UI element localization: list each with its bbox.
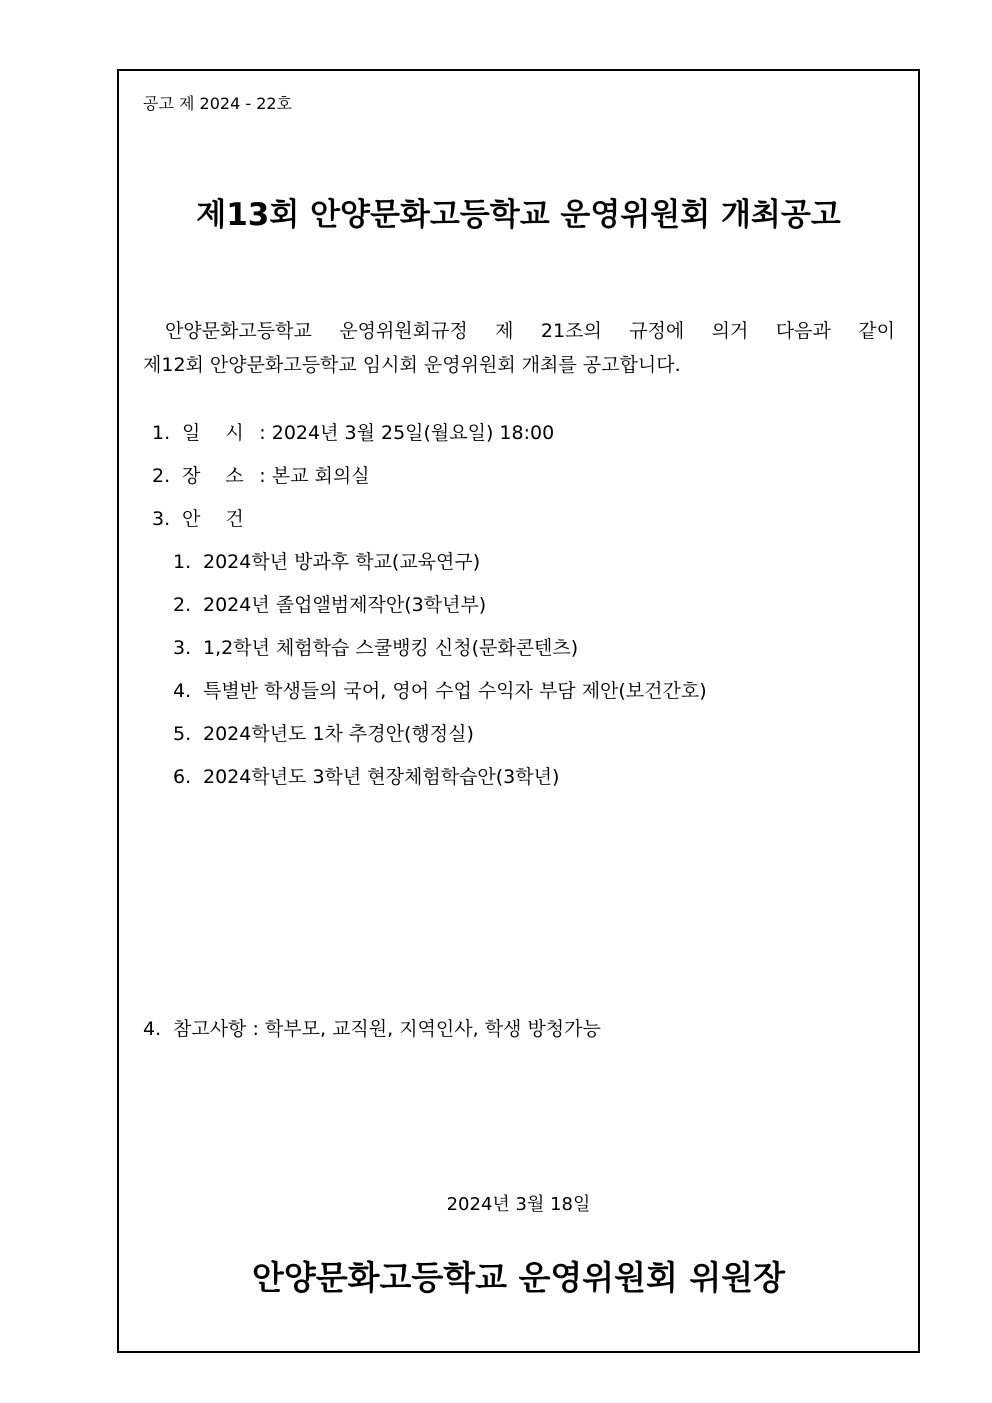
agenda-item-number: 1. <box>173 551 192 573</box>
agenda-item-number: 6. <box>173 766 192 788</box>
item-value: 2024년 3월 25일(월요일) 18:00 <box>271 422 555 444</box>
agenda-item-text: 2024년 졸업앨범제작안(3학년부) <box>203 594 487 616</box>
agenda-item-text: 2024학년 방과후 학교(교육연구) <box>203 551 481 573</box>
agenda-item <box>173 549 480 575</box>
notice-number: 공고 제 2024 - 22호 <box>143 94 293 113</box>
agenda-item <box>173 635 578 661</box>
agenda-item <box>173 764 559 790</box>
item-label: 참고사항 <box>173 1018 247 1040</box>
intro-line-2: 제12회 안양문화고등학교 임시회 운영위원회 개최를 공고합니다. <box>143 354 681 376</box>
item-number: 2. <box>152 465 171 487</box>
agenda-item-text: 2024학년도 3학년 현장체험학습안(3학년) <box>203 766 560 788</box>
intro-line-1: 안양문화고등학교 운영위원회규정 제 21조의 규정에 의거 다음과 같이 <box>165 320 895 342</box>
item-datetime <box>152 420 554 446</box>
signature: 안양문화고등학교 운영위원회 위원장 <box>251 1258 786 1297</box>
item-label: 안 건 <box>182 508 254 530</box>
item-label: 일 시 <box>182 422 254 444</box>
item-number: 1. <box>152 422 171 444</box>
item-location <box>152 463 370 489</box>
notice-date: 2024년 3월 18일 <box>446 1194 591 1215</box>
item-number: 4. <box>143 1018 162 1040</box>
item-label: 장 소 <box>182 465 254 487</box>
agenda-item-text: 1,2학년 체험학습 스쿨뱅킹 신청(문화콘텐츠) <box>203 637 579 659</box>
intro-paragraph <box>143 314 895 382</box>
agenda-item <box>173 592 486 618</box>
item-agenda <box>152 506 253 532</box>
item-separator: : <box>252 1018 259 1040</box>
agenda-item-number: 5. <box>173 723 192 745</box>
agenda-item-number: 3. <box>173 637 192 659</box>
item-value: 본교 회의실 <box>271 465 370 487</box>
agenda-item-number: 4. <box>173 680 192 702</box>
item-reference <box>143 1016 601 1042</box>
agenda-item-text: 특별반 학생들의 국어, 영어 수업 수익자 부담 제안(보건간호) <box>203 680 707 702</box>
item-value: 학부모, 교직원, 지역인사, 학생 방청가능 <box>264 1018 601 1040</box>
agenda-item-number: 2. <box>173 594 192 616</box>
item-separator: : <box>259 422 266 444</box>
document-border <box>117 69 920 1353</box>
agenda-item <box>173 721 474 747</box>
document-title: 제13회 안양문화고등학교 운영위원회 개최공고 <box>196 197 841 233</box>
item-number: 3. <box>152 508 171 530</box>
agenda-item <box>173 678 707 704</box>
agenda-item-text: 2024학년도 1차 추경안(행정실) <box>203 723 474 745</box>
item-separator: : <box>259 465 266 487</box>
